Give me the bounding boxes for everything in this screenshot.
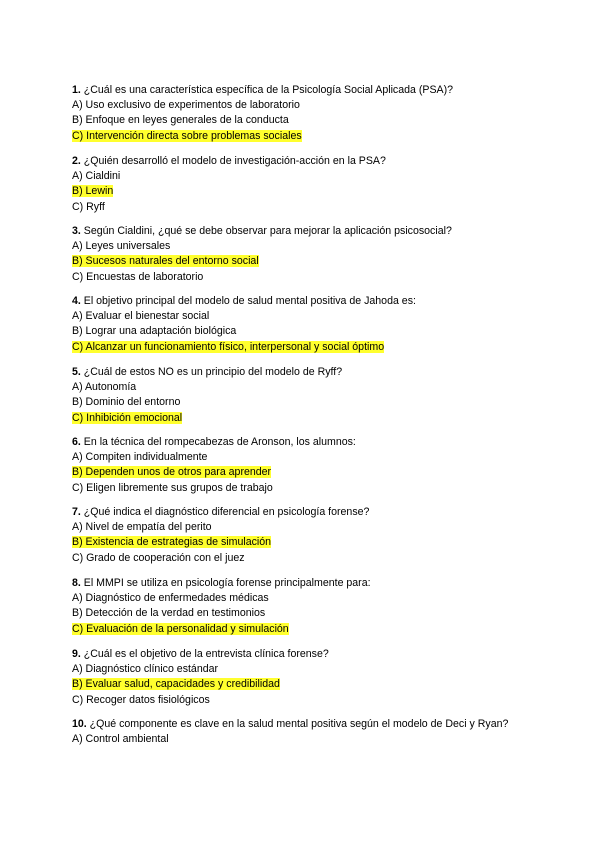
answer-option [72, 693, 532, 708]
question-prompt: ¿Cuál de estos NO es un principio del modelo de Ryff? [80, 366, 343, 378]
option-text: C) Eligen libremente sus grupos de trabajo [72, 481, 273, 494]
answer-option [72, 239, 532, 254]
answer-option [72, 520, 532, 535]
answer-option-correct [72, 535, 532, 550]
question-10 [72, 717, 532, 747]
answer-option-correct [72, 411, 532, 426]
option-text: C) Recoger datos fisiológicos [72, 693, 210, 706]
question-number: 10. [72, 718, 87, 730]
question-prompt: ¿Cuál es una característica específica de la Psicología Social Aplicada (PSA)? [80, 84, 453, 96]
question-text [72, 294, 532, 309]
option-text: A) Uso exclusivo de experimentos de laboratorio [72, 99, 300, 112]
highlighted-answer: C) Evaluación de la personalidad y simulación [72, 622, 289, 635]
question-prompt: El objetivo principal del modelo de salud mental positiva de Jahoda es: [80, 295, 416, 307]
answer-option [72, 309, 532, 324]
highlighted-answer: B) Lewin [72, 185, 114, 198]
question-text [72, 83, 532, 98]
question-5 [72, 365, 532, 426]
option-text: B) Enfoque en leyes generales de la conducta [72, 114, 289, 127]
question-prompt: En la técnica del rompecabezas de Aronson, los alumnos: [80, 436, 356, 448]
answer-option-correct [72, 677, 532, 692]
answer-option [72, 98, 532, 113]
question-9 [72, 647, 532, 708]
question-prompt: ¿Qué componente es clave en la salud mental positiva según el modelo de Deci y Ryan? [86, 718, 509, 730]
answer-option-correct [72, 254, 532, 269]
question-4 [72, 294, 532, 355]
question-number: 8. [72, 577, 81, 589]
answer-option-correct [72, 340, 532, 355]
highlighted-answer: C) Alcanzar un funcionamiento físico, interpersonal y social óptimo [72, 340, 385, 353]
option-text: A) Cialdini [72, 170, 121, 183]
answer-option [72, 662, 532, 677]
answer-option-correct [72, 184, 532, 199]
option-text: C) Ryff [72, 200, 105, 213]
answer-option [72, 324, 532, 339]
option-text: A) Autonomía [72, 381, 137, 394]
highlighted-answer: B) Sucesos naturales del entorno social [72, 255, 259, 268]
answer-option-correct [72, 622, 532, 637]
answer-option [72, 732, 532, 747]
answer-option [72, 591, 532, 606]
question-2 [72, 154, 532, 215]
question-text [72, 717, 532, 732]
question-number: 9. [72, 648, 81, 660]
answer-option [72, 481, 532, 496]
question-prompt: Según Cialdini, ¿qué se debe observar para mejorar la aplicación psicosocial? [80, 225, 452, 237]
answer-option [72, 200, 532, 215]
question-prompt: ¿Cuál es el objetivo de la entrevista clínica forense? [80, 648, 329, 660]
question-text [72, 647, 532, 662]
question-number: 2. [72, 155, 81, 167]
question-number: 6. [72, 436, 81, 448]
question-number: 3. [72, 225, 81, 237]
option-text: A) Compiten individualmente [72, 451, 208, 464]
answer-option [72, 551, 532, 566]
question-number: 4. [72, 295, 81, 307]
question-text [72, 365, 532, 380]
answer-option [72, 169, 532, 184]
option-text: C) Grado de cooperación con el juez [72, 551, 245, 564]
option-text: B) Detección de la verdad en testimonios [72, 607, 266, 620]
question-number: 1. [72, 84, 81, 96]
question-text [72, 576, 532, 591]
question-1 [72, 83, 532, 144]
question-text [72, 435, 532, 450]
option-text: B) Lograr una adaptación biológica [72, 325, 237, 338]
answer-option-correct [72, 129, 532, 144]
option-text: A) Diagnóstico de enfermedades médicas [72, 592, 269, 605]
question-7 [72, 505, 532, 566]
option-text: A) Nivel de empatía del perito [72, 521, 212, 534]
option-text: A) Control ambiental [72, 733, 169, 746]
question-6 [72, 435, 532, 496]
highlighted-answer: C) Intervención directa sobre problemas sociales [72, 129, 302, 142]
option-text: A) Diagnóstico clínico estándar [72, 663, 219, 676]
answer-option [72, 113, 532, 128]
question-text [72, 154, 532, 169]
question-number: 7. [72, 506, 81, 518]
answer-option-correct [72, 465, 532, 480]
answer-option [72, 380, 532, 395]
question-3 [72, 224, 532, 285]
question-number: 5. [72, 366, 81, 378]
option-text: A) Leyes universales [72, 240, 171, 253]
answer-option [72, 395, 532, 410]
question-prompt: ¿Qué indica el diagnóstico diferencial en psicología forense? [80, 506, 370, 518]
question-text [72, 224, 532, 239]
option-text: B) Dominio del entorno [72, 396, 181, 409]
question-prompt: ¿Quién desarrolló el modelo de investigación-acción en la PSA? [80, 155, 386, 167]
highlighted-answer: B) Existencia de estrategias de simulación [72, 536, 272, 549]
question-prompt: El MMPI se utiliza en psicología forense principalmente para: [80, 577, 371, 589]
question-8 [72, 576, 532, 637]
answer-option [72, 270, 532, 285]
highlighted-answer: C) Inhibición emocional [72, 411, 183, 424]
question-text [72, 505, 532, 520]
highlighted-answer: B) Dependen unos de otros para aprender [72, 466, 272, 479]
answer-option [72, 450, 532, 465]
highlighted-answer: B) Evaluar salud, capacidades y credibilidad [72, 678, 280, 691]
answer-option [72, 606, 532, 621]
option-text: A) Evaluar el bienestar social [72, 310, 210, 323]
option-text: C) Encuestas de laboratorio [72, 270, 204, 283]
